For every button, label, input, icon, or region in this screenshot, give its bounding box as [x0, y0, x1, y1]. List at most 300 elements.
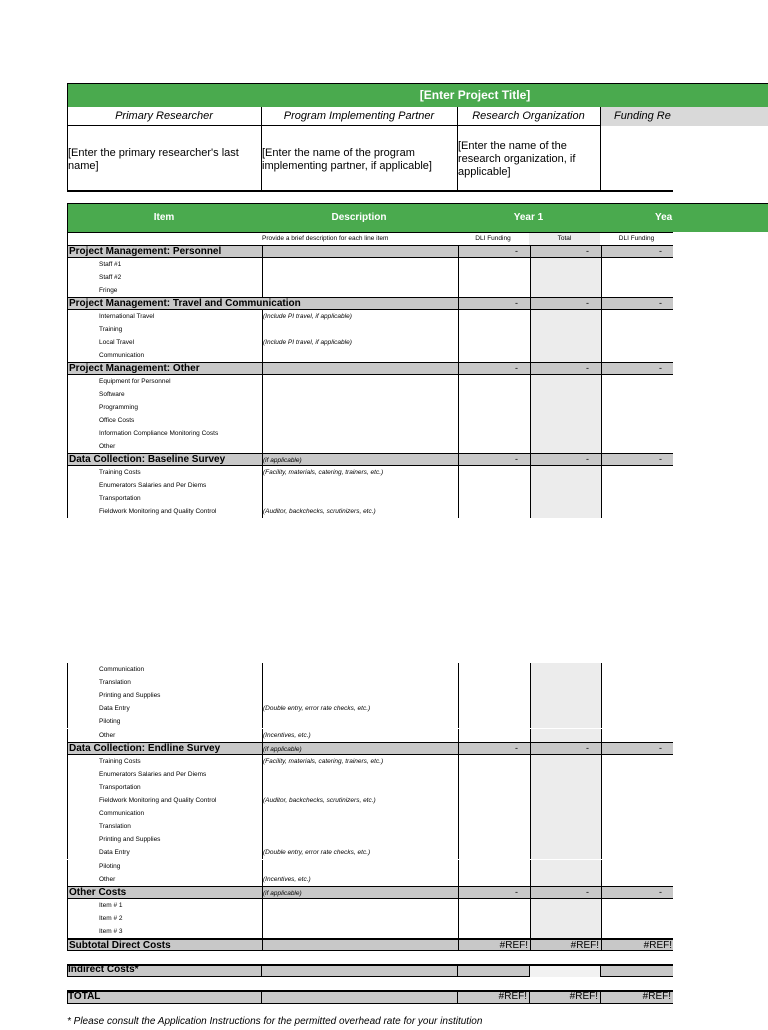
column-divider [458, 414, 459, 427]
column-divider [601, 505, 602, 518]
table-row [67, 912, 673, 925]
column-divider [601, 833, 602, 846]
column-divider [458, 702, 459, 715]
table-row [67, 271, 673, 284]
column-divider [601, 781, 602, 794]
column-divider [262, 440, 263, 453]
column-divider [530, 414, 531, 427]
column-divider [530, 479, 531, 492]
column-divider [262, 860, 263, 873]
column-divider [530, 676, 531, 689]
total-column-cell[interactable] [530, 676, 601, 689]
column-divider [601, 375, 602, 388]
item-label: Piloting [99, 718, 121, 726]
budget-header-description: Description [331, 212, 387, 223]
total-column-cell[interactable] [530, 781, 601, 794]
table-row [67, 781, 673, 794]
column-divider [458, 833, 459, 846]
column-divider [262, 323, 263, 336]
column-divider [601, 794, 602, 807]
column-divider [601, 492, 602, 505]
column-divider [262, 246, 263, 257]
section-value: - [586, 742, 589, 753]
item-label: Other [99, 443, 116, 450]
item-description[interactable]: (if applicable) [263, 745, 302, 753]
total-year2-dli: #REF! [642, 991, 671, 1002]
total-column-cell[interactable] [530, 755, 601, 768]
column-divider [458, 807, 459, 820]
item-label: Communication [99, 666, 145, 673]
total-dli-funding: #REF! [498, 991, 527, 1002]
column-divider [530, 440, 531, 453]
column-divider [262, 715, 263, 728]
column-divider [601, 676, 602, 689]
column-divider [530, 310, 531, 323]
column-divider [458, 388, 459, 401]
column-divider [530, 755, 531, 768]
item-label: Printing and Supplies [99, 836, 161, 844]
budget-header-item: Item [153, 212, 175, 223]
column-divider [262, 492, 263, 505]
total-column-cell[interactable] [530, 702, 601, 715]
column-divider [530, 729, 531, 742]
subtotal-value: #REF! [570, 940, 599, 952]
item-label: Data Entry [99, 849, 130, 857]
info-funding-field[interactable] [600, 138, 673, 182]
column-divider [530, 794, 531, 807]
column-divider [601, 479, 602, 492]
total-column-cell[interactable] [530, 873, 601, 886]
column-divider [601, 401, 602, 414]
table-row [67, 323, 673, 336]
column-divider [262, 833, 263, 846]
budget-header-year1: Year 1 [513, 212, 544, 223]
indirect-divider-1 [261, 964, 262, 977]
subheader-dli-funding: DLI Funding [475, 235, 511, 242]
column-divider [458, 440, 459, 453]
info-divider-1 [261, 107, 262, 192]
total-divider-1 [261, 990, 262, 1004]
subheader-description-hint: Provide a brief description for each line item [262, 235, 389, 242]
column-divider [530, 702, 531, 715]
total-column-cell[interactable] [530, 479, 601, 492]
item-label: Equipment for Personnel [99, 378, 171, 385]
section-row [67, 886, 673, 899]
item-label: Other [99, 731, 116, 739]
section-value: - [515, 363, 518, 373]
total-column-cell[interactable] [530, 466, 601, 479]
column-divider [530, 336, 531, 349]
column-divider [601, 729, 602, 742]
item-description[interactable]: (Incentives, etc.) [263, 875, 311, 883]
section-label: Subtotal Direct Costs [69, 940, 171, 952]
column-divider [530, 689, 531, 702]
item-label: Programming [99, 404, 139, 411]
column-divider [530, 258, 531, 271]
section-value: - [586, 246, 589, 256]
section-label: Project Management: Personnel [69, 246, 222, 257]
column-divider [458, 466, 459, 479]
item-label: Staff #2 [99, 274, 122, 281]
item-label: Item # 2 [99, 914, 123, 922]
column-divider [530, 925, 531, 938]
column-divider [262, 271, 263, 284]
column-divider [262, 663, 263, 676]
table-row [67, 414, 673, 427]
column-divider [530, 912, 531, 925]
column-divider [601, 702, 602, 715]
item-label: Fringe [99, 287, 118, 294]
column-divider [262, 899, 263, 912]
column-divider [262, 940, 263, 950]
total-column-cell[interactable] [530, 414, 601, 427]
item-description[interactable]: (Double entry, error rate checks, etc.) [263, 705, 371, 713]
subheader-dli-funding-2: DLI Funding [618, 235, 655, 242]
column-divider [262, 912, 263, 925]
column-divider [458, 284, 459, 297]
column-divider [458, 375, 459, 388]
column-divider [458, 663, 459, 676]
item-description[interactable]: (Incentives, etc.) [263, 731, 311, 739]
total-column-cell[interactable] [530, 401, 601, 414]
column-divider [601, 860, 602, 873]
info-header-research-org: Research Organization [472, 110, 585, 122]
total-column-cell[interactable] [530, 925, 601, 938]
table-row [67, 755, 673, 768]
table-row [67, 284, 673, 297]
column-divider [458, 310, 459, 323]
table-row [67, 336, 673, 349]
table-row [67, 375, 673, 388]
column-divider [601, 689, 602, 702]
total-column-cell[interactable] [530, 271, 601, 284]
section-row [67, 742, 673, 755]
column-divider [530, 271, 531, 284]
info-implementing-partner-field[interactable]: [Enter the name of the program implementing partner, if applicable] [262, 147, 432, 172]
column-divider [601, 755, 602, 768]
item-label: International Travel [99, 313, 155, 320]
column-divider [458, 479, 459, 492]
column-divider [458, 755, 459, 768]
section-label: Project Management: Other [69, 363, 200, 374]
item-description[interactable]: (Double entry, error rate checks, etc.) [263, 849, 371, 857]
column-divider [530, 388, 531, 401]
item-label: Fieldwork Monitoring and Quality Control [99, 797, 217, 804]
section-value: - [659, 246, 662, 256]
item-label: Enumerators Salaries and Per Diems [99, 482, 207, 489]
total-column-cell[interactable] [530, 284, 601, 297]
section-value: - [659, 886, 662, 897]
column-divider [262, 363, 263, 374]
info-primary-researcher-field[interactable]: [Enter the primary researcher's last name] [68, 147, 239, 172]
section-value: - [659, 742, 662, 753]
item-label: Communication [99, 810, 145, 818]
column-divider [262, 349, 263, 362]
section-label: Other Costs [69, 886, 127, 898]
total-column-cell[interactable] [530, 427, 601, 440]
item-description[interactable]: (Include PI travel, if applicable) [263, 313, 352, 320]
column-divider [458, 715, 459, 728]
column-divider [458, 401, 459, 414]
footnote: * Please consult the Application Instructions for the permitted overhead rate for your institution [67, 1016, 483, 1027]
column-divider [530, 846, 531, 859]
indirect-divider-4 [600, 964, 601, 977]
section-label: Project Management: Travel and Communication [69, 298, 301, 309]
total-column-cell[interactable] [530, 846, 601, 859]
table-row [67, 846, 673, 859]
item-label: Local Travel [99, 339, 135, 346]
item-label: Transportation [99, 495, 141, 502]
column-divider [601, 466, 602, 479]
total-total: #REF! [569, 991, 598, 1002]
item-label: Piloting [99, 862, 121, 870]
column-divider [458, 349, 459, 362]
total-column-cell[interactable] [530, 860, 601, 873]
total-label: TOTAL [68, 991, 101, 1002]
total-column-cell[interactable] [530, 899, 601, 912]
table-row [67, 505, 673, 518]
column-divider [458, 820, 459, 833]
column-divider [530, 427, 531, 440]
column-divider [458, 689, 459, 702]
table-row [67, 466, 673, 479]
column-divider [601, 271, 602, 284]
table-row [67, 860, 673, 873]
section-value: - [515, 886, 518, 897]
column-divider [601, 925, 602, 938]
total-column-cell[interactable] [530, 336, 601, 349]
section-value: - [515, 742, 518, 753]
item-label: Communication [99, 352, 145, 359]
column-divider [458, 899, 459, 912]
column-divider [458, 427, 459, 440]
column-divider [262, 388, 263, 401]
total-column-cell[interactable] [530, 663, 601, 676]
item-label: Training [99, 326, 123, 333]
column-divider [530, 401, 531, 414]
table-row [67, 689, 673, 702]
info-header-primary-researcher: Primary Researcher [115, 110, 213, 122]
column-divider [262, 820, 263, 833]
column-divider [601, 846, 602, 859]
total-column-cell[interactable] [530, 729, 601, 742]
table-row [67, 258, 673, 271]
column-divider [458, 336, 459, 349]
column-divider [530, 663, 531, 676]
item-label: Training Costs [99, 469, 141, 476]
table-row [67, 388, 673, 401]
total-column-cell[interactable] [530, 323, 601, 336]
column-divider [530, 873, 531, 886]
column-divider [458, 846, 459, 859]
item-label: Training Costs [99, 757, 141, 765]
table-row [67, 833, 673, 846]
column-divider [262, 781, 263, 794]
column-divider [601, 349, 602, 362]
info-divider-3 [600, 107, 601, 192]
column-divider [601, 873, 602, 886]
indirect-costs-label: Indirect Costs* [68, 964, 139, 975]
total-column-cell[interactable] [530, 388, 601, 401]
table-row [67, 820, 673, 833]
subheader-total: Total [557, 235, 572, 242]
item-description[interactable]: (Facility, materials, catering, trainers, etc.) [263, 469, 384, 476]
subtotal-value: #REF! [643, 940, 672, 952]
table-row [67, 768, 673, 781]
total-column-cell[interactable] [530, 715, 601, 728]
project-title[interactable]: [Enter Project Title] [419, 88, 531, 102]
total-divider-2 [457, 990, 458, 1004]
total-column-cell[interactable] [530, 505, 601, 518]
column-divider [601, 807, 602, 820]
section-value: - [659, 363, 662, 373]
column-divider [601, 284, 602, 297]
column-divider [530, 505, 531, 518]
column-divider [601, 427, 602, 440]
column-divider [458, 505, 459, 518]
item-description[interactable]: (Include PI travel, if applicable) [263, 339, 352, 346]
item-description[interactable]: (Facility, materials, catering, trainers, etc.) [263, 757, 384, 765]
item-label: Transportation [99, 783, 141, 791]
table-row [67, 729, 673, 742]
column-divider [601, 388, 602, 401]
column-divider [601, 899, 602, 912]
column-divider [458, 676, 459, 689]
item-label: Office Costs [99, 417, 135, 424]
total-column-cell[interactable] [530, 807, 601, 820]
section-label: Data Collection: Endline Survey [69, 742, 221, 754]
table-row [67, 807, 673, 820]
column-divider [530, 781, 531, 794]
column-divider [530, 323, 531, 336]
column-divider [458, 323, 459, 336]
total-column-cell[interactable] [530, 310, 601, 323]
column-divider [458, 729, 459, 742]
column-divider [458, 873, 459, 886]
total-column-cell[interactable] [530, 768, 601, 781]
section-value: - [515, 454, 518, 464]
table-row [67, 349, 673, 362]
table-row [67, 440, 673, 453]
table-row [67, 427, 673, 440]
section-row [67, 245, 673, 258]
table-row [67, 492, 673, 505]
total-column-cell[interactable] [530, 349, 601, 362]
total-column-cell[interactable] [530, 440, 601, 453]
column-divider [262, 807, 263, 820]
column-divider [262, 768, 263, 781]
total-column-cell[interactable] [530, 820, 601, 833]
subtotal-value: #REF! [499, 940, 528, 952]
section-label: Data Collection: Baseline Survey [69, 454, 226, 465]
column-divider [530, 715, 531, 728]
total-column-cell[interactable] [530, 492, 601, 505]
column-divider [530, 466, 531, 479]
total-column-cell[interactable] [530, 258, 601, 271]
column-divider [262, 689, 263, 702]
column-divider [530, 375, 531, 388]
column-divider [601, 820, 602, 833]
column-divider [458, 925, 459, 938]
column-divider [530, 833, 531, 846]
info-header-implementing-partner: Program Implementing Partner [283, 110, 435, 122]
info-divider-2 [457, 107, 458, 192]
column-divider [601, 440, 602, 453]
column-divider [601, 663, 602, 676]
item-label: Fieldwork Monitoring and Quality Control [99, 508, 217, 515]
column-divider [601, 310, 602, 323]
item-label: Other [99, 875, 116, 883]
section-value: - [515, 298, 518, 308]
column-divider [262, 284, 263, 297]
section-row [67, 362, 673, 375]
table-row [67, 925, 673, 938]
item-label: Software [99, 391, 125, 398]
item-description[interactable]: (if applicable) [263, 457, 302, 464]
column-divider [530, 820, 531, 833]
table-row [67, 401, 673, 414]
column-divider [458, 860, 459, 873]
column-divider [530, 860, 531, 873]
indirect-divider-2 [457, 964, 458, 977]
table-row [67, 676, 673, 689]
info-research-org-field[interactable]: [Enter the name of the research organization, if applicable] [458, 140, 576, 178]
column-divider [530, 899, 531, 912]
section-value: - [586, 298, 589, 308]
item-description[interactable]: (Auditor, backchecks, scrutinizers, etc.) [263, 797, 376, 804]
column-divider [530, 768, 531, 781]
item-label: Staff #1 [99, 261, 122, 268]
total-column-cell[interactable] [530, 689, 601, 702]
item-description[interactable]: (Auditor, backchecks, scrutinizers, etc.) [263, 508, 376, 515]
item-label: Item # 1 [99, 901, 123, 909]
total-column-cell[interactable] [530, 794, 601, 807]
section-value: - [659, 454, 662, 464]
column-divider [262, 258, 263, 271]
column-divider [530, 349, 531, 362]
item-label: Item # 3 [99, 928, 123, 935]
column-divider [458, 768, 459, 781]
column-divider [530, 492, 531, 505]
total-column-cell[interactable] [530, 375, 601, 388]
column-divider [601, 715, 602, 728]
total-divider-4 [600, 990, 601, 1004]
item-label: Translation [99, 823, 131, 831]
column-divider [601, 912, 602, 925]
table-row [67, 715, 673, 728]
item-description[interactable]: (if applicable) [263, 889, 302, 897]
total-column-cell[interactable] [530, 912, 601, 925]
item-label: Information Compliance Monitoring Costs [99, 430, 219, 437]
column-divider [458, 912, 459, 925]
item-label: Enumerators Salaries and Per Diems [99, 770, 207, 778]
column-divider [601, 768, 602, 781]
column-divider [601, 258, 602, 271]
column-divider [262, 401, 263, 414]
section-value: - [586, 363, 589, 373]
table-row [67, 873, 673, 886]
section-value: - [515, 246, 518, 256]
item-label: Translation [99, 679, 131, 687]
section-value: - [586, 454, 589, 464]
item-label: Printing and Supplies [99, 692, 161, 700]
total-column-cell[interactable] [530, 833, 601, 846]
section-row [67, 297, 673, 310]
item-label: Data Entry [99, 705, 130, 713]
table-row [67, 794, 673, 807]
table-row [67, 702, 673, 715]
indirect-divider-3 [529, 964, 530, 977]
